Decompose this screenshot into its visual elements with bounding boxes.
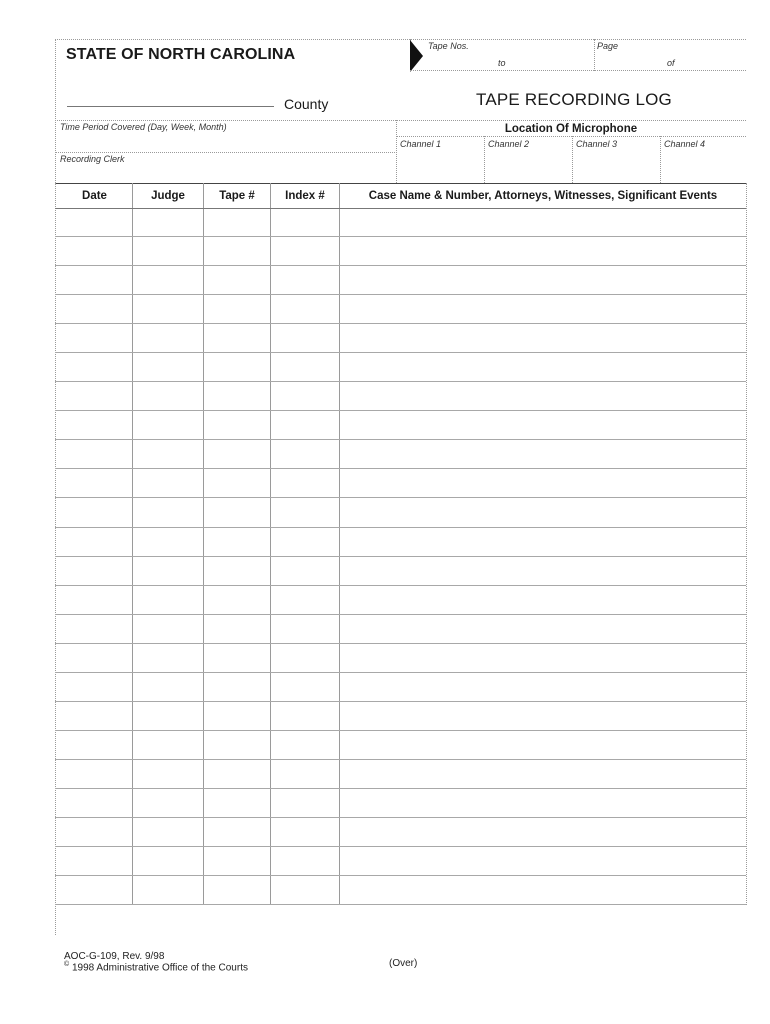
- table-cell-index[interactable]: [272, 268, 337, 293]
- table-cell-index[interactable]: [272, 820, 337, 845]
- channel-3-label: Channel 3: [576, 139, 618, 149]
- table-cell-tape[interactable]: [205, 501, 268, 526]
- table-cell-judge[interactable]: [134, 878, 201, 903]
- table-cell-case[interactable]: [341, 820, 744, 845]
- table-cell-case[interactable]: [341, 762, 744, 787]
- table-cell-date[interactable]: [57, 413, 130, 438]
- table-cell-case[interactable]: [341, 239, 744, 264]
- table-cell-judge[interactable]: [134, 268, 201, 293]
- table-cell-date[interactable]: [57, 384, 130, 409]
- table-cell-case[interactable]: [341, 501, 744, 526]
- table-cell-index[interactable]: [272, 239, 337, 264]
- table-cell-index[interactable]: [272, 849, 337, 874]
- column-divider: [746, 183, 747, 905]
- channel-3-field[interactable]: [574, 151, 658, 181]
- table-cell-index[interactable]: [272, 762, 337, 787]
- tape-to-label: to: [498, 58, 506, 68]
- form-title: TAPE RECORDING LOG: [476, 90, 672, 109]
- table-cell-index[interactable]: [272, 413, 337, 438]
- table-cell-index[interactable]: [272, 355, 337, 380]
- table-cell-date[interactable]: [57, 762, 130, 787]
- channel-1-field[interactable]: [398, 151, 482, 181]
- table-cell-index[interactable]: [272, 384, 337, 409]
- table-cell-case[interactable]: [341, 617, 744, 642]
- table-cell-index[interactable]: [272, 501, 337, 526]
- location-heading-rule: [396, 136, 746, 137]
- table-cell-case[interactable]: [341, 471, 744, 496]
- tape-nos-from-field[interactable]: [425, 52, 495, 70]
- over-label: (Over): [389, 958, 418, 969]
- table-cell-tape[interactable]: [205, 791, 268, 816]
- recording-clerk-label: Recording Clerk: [60, 154, 125, 164]
- table-cell-index[interactable]: [272, 675, 337, 700]
- table-cell-index[interactable]: [272, 704, 337, 729]
- tape-nos-label: Tape Nos.: [428, 41, 469, 51]
- page-of-label: of: [667, 58, 675, 68]
- channel-divider-4: [660, 136, 661, 183]
- column-header-date: Date: [82, 190, 107, 202]
- table-cell-date[interactable]: [57, 617, 130, 642]
- table-cell-case[interactable]: [341, 268, 744, 293]
- table-cell-tape[interactable]: [205, 733, 268, 758]
- table-cell-date[interactable]: [57, 501, 130, 526]
- table-cell-case[interactable]: [341, 442, 744, 467]
- table-cell-date[interactable]: [57, 268, 130, 293]
- table-cell-judge[interactable]: [134, 210, 201, 235]
- table-cell-case[interactable]: [341, 210, 744, 235]
- table-cell-judge[interactable]: [134, 413, 201, 438]
- table-cell-index[interactable]: [272, 297, 337, 322]
- table-cell-judge[interactable]: [134, 646, 201, 671]
- table-cell-case[interactable]: [341, 646, 744, 671]
- table-cell-tape[interactable]: [205, 530, 268, 555]
- table-cell-index[interactable]: [272, 646, 337, 671]
- table-cell-judge[interactable]: [134, 588, 201, 613]
- table-cell-case[interactable]: [341, 384, 744, 409]
- page-total-field[interactable]: [680, 52, 744, 70]
- table-cell-case[interactable]: [341, 733, 744, 758]
- table-cell-tape[interactable]: [205, 384, 268, 409]
- page-label: Page: [597, 41, 619, 51]
- table-cell-case[interactable]: [341, 297, 744, 322]
- time-period-bottom-rule: [55, 152, 397, 153]
- table-cell-index[interactable]: [272, 791, 337, 816]
- channel-2-label: Channel 2: [488, 139, 530, 149]
- table-cell-tape[interactable]: [205, 297, 268, 322]
- arrow-right-icon: [410, 40, 423, 72]
- recording-clerk-field[interactable]: [58, 165, 394, 182]
- table-cell-date[interactable]: [57, 588, 130, 613]
- table-cell-date[interactable]: [57, 471, 130, 496]
- table-cell-judge[interactable]: [134, 849, 201, 874]
- table-cell-index[interactable]: [272, 588, 337, 613]
- table-cell-judge[interactable]: [134, 384, 201, 409]
- table-cell-date[interactable]: [57, 530, 130, 555]
- table-cell-index[interactable]: [272, 878, 337, 903]
- table-cell-judge[interactable]: [134, 355, 201, 380]
- table-cell-tape[interactable]: [205, 559, 268, 584]
- table-cell-case[interactable]: [341, 559, 744, 584]
- column-header-case: Case Name & Number, Attorneys, Witnesses, Significant Events: [368, 190, 718, 202]
- table-cell-date[interactable]: [57, 326, 130, 351]
- table-cell-date[interactable]: [57, 675, 130, 700]
- table-cell-case[interactable]: [341, 878, 744, 903]
- table-cell-judge[interactable]: [134, 471, 201, 496]
- time-period-label: Time Period Covered (Day, Week, Month): [60, 122, 227, 132]
- table-cell-tape[interactable]: [205, 471, 268, 496]
- table-cell-case[interactable]: [341, 704, 744, 729]
- table-cell-tape[interactable]: [205, 675, 268, 700]
- table-cell-judge[interactable]: [134, 559, 201, 584]
- form-top-border: [55, 39, 746, 40]
- table-cell-tape[interactable]: [205, 849, 268, 874]
- table-cell-judge[interactable]: [134, 820, 201, 845]
- channel-4-label: Channel 4: [664, 139, 706, 149]
- channel-4-field[interactable]: [662, 151, 746, 181]
- table-cell-case[interactable]: [341, 355, 744, 380]
- column-header-index: Index #: [285, 190, 325, 202]
- table-cell-judge[interactable]: [134, 239, 201, 264]
- table-cell-tape[interactable]: [205, 617, 268, 642]
- table-cell-tape[interactable]: [205, 355, 268, 380]
- tape-nos-to-field[interactable]: [512, 52, 592, 70]
- table-cell-tape[interactable]: [205, 762, 268, 787]
- table-cell-tape[interactable]: [205, 239, 268, 264]
- table-cell-judge[interactable]: [134, 442, 201, 467]
- table-cell-index[interactable]: [272, 442, 337, 467]
- table-cell-date[interactable]: [57, 210, 130, 235]
- table-cell-judge[interactable]: [134, 530, 201, 555]
- channel-1-label: Channel 1: [400, 139, 442, 149]
- location-heading: Location Of Microphone: [504, 123, 638, 135]
- table-cell-tape[interactable]: [205, 442, 268, 467]
- table-cell-index[interactable]: [272, 617, 337, 642]
- table-cell-date[interactable]: [57, 355, 130, 380]
- table-cell-judge[interactable]: [134, 733, 201, 758]
- county-label: County: [284, 96, 329, 112]
- table-cell-case[interactable]: [341, 849, 744, 874]
- time-period-field[interactable]: [58, 133, 394, 151]
- table-cell-judge[interactable]: [134, 617, 201, 642]
- table-cell-date[interactable]: [57, 442, 130, 467]
- column-header-tape: Tape #: [219, 190, 255, 202]
- column-header-judge: Judge: [151, 190, 185, 202]
- table-cell-date[interactable]: [57, 849, 130, 874]
- table-cell-tape[interactable]: [205, 820, 268, 845]
- page-divider: [594, 39, 595, 71]
- table-cell-index[interactable]: [272, 210, 337, 235]
- table-cell-judge[interactable]: [134, 326, 201, 351]
- table-cell-date[interactable]: [57, 646, 130, 671]
- table-cell-tape[interactable]: [205, 268, 268, 293]
- table-cell-date[interactable]: [57, 791, 130, 816]
- table-cell-case[interactable]: [341, 791, 744, 816]
- table-cell-index[interactable]: [272, 530, 337, 555]
- channel-2-field[interactable]: [486, 151, 570, 181]
- copyright-line: [64, 961, 248, 973]
- table-cell-date[interactable]: [57, 297, 130, 322]
- table-cell-tape[interactable]: [205, 413, 268, 438]
- table-cell-case[interactable]: [341, 588, 744, 613]
- table-cell-tape[interactable]: [205, 704, 268, 729]
- copyright-symbol: ©: [64, 961, 70, 968]
- table-cell-date[interactable]: [57, 239, 130, 264]
- table-cell-index[interactable]: [272, 326, 337, 351]
- table-cell-tape[interactable]: [205, 646, 268, 671]
- table-cell-tape[interactable]: [205, 588, 268, 613]
- table-cell-date[interactable]: [57, 733, 130, 758]
- table-top-rule: [55, 183, 746, 184]
- table-cell-index[interactable]: [272, 471, 337, 496]
- table-cell-judge[interactable]: [134, 297, 201, 322]
- table-cell-judge[interactable]: [134, 501, 201, 526]
- tape-page-underline: [410, 70, 746, 71]
- table-cell-judge[interactable]: [134, 762, 201, 787]
- county-line[interactable]: [67, 106, 274, 107]
- table-cell-case[interactable]: [341, 675, 744, 700]
- table-cell-tape[interactable]: [205, 326, 268, 351]
- channel-divider-3: [572, 136, 573, 183]
- table-cell-date[interactable]: [57, 878, 130, 903]
- table-cell-judge[interactable]: [134, 675, 201, 700]
- table-cell-index[interactable]: [272, 733, 337, 758]
- channel-divider-2: [484, 136, 485, 183]
- time-period-top-rule: [55, 120, 746, 121]
- table-cell-tape[interactable]: [205, 210, 268, 235]
- table-cell-date[interactable]: [57, 559, 130, 584]
- table-cell-index[interactable]: [272, 559, 337, 584]
- table-cell-tape[interactable]: [205, 878, 268, 903]
- table-cell-case[interactable]: [341, 413, 744, 438]
- table-cell-case[interactable]: [341, 326, 744, 351]
- table-cell-date[interactable]: [57, 820, 130, 845]
- table-cell-case[interactable]: [341, 530, 744, 555]
- table-cell-date[interactable]: [57, 704, 130, 729]
- state-title: STATE OF NORTH CAROLINA: [66, 46, 296, 63]
- form-number: AOC-G-109, Rev. 9/98: [64, 951, 165, 962]
- table-cell-judge[interactable]: [134, 791, 201, 816]
- table-cell-judge[interactable]: [134, 704, 201, 729]
- copyright-text: 1998 Administrative Office of the Courts: [71, 962, 248, 974]
- page-number-field[interactable]: [598, 52, 662, 70]
